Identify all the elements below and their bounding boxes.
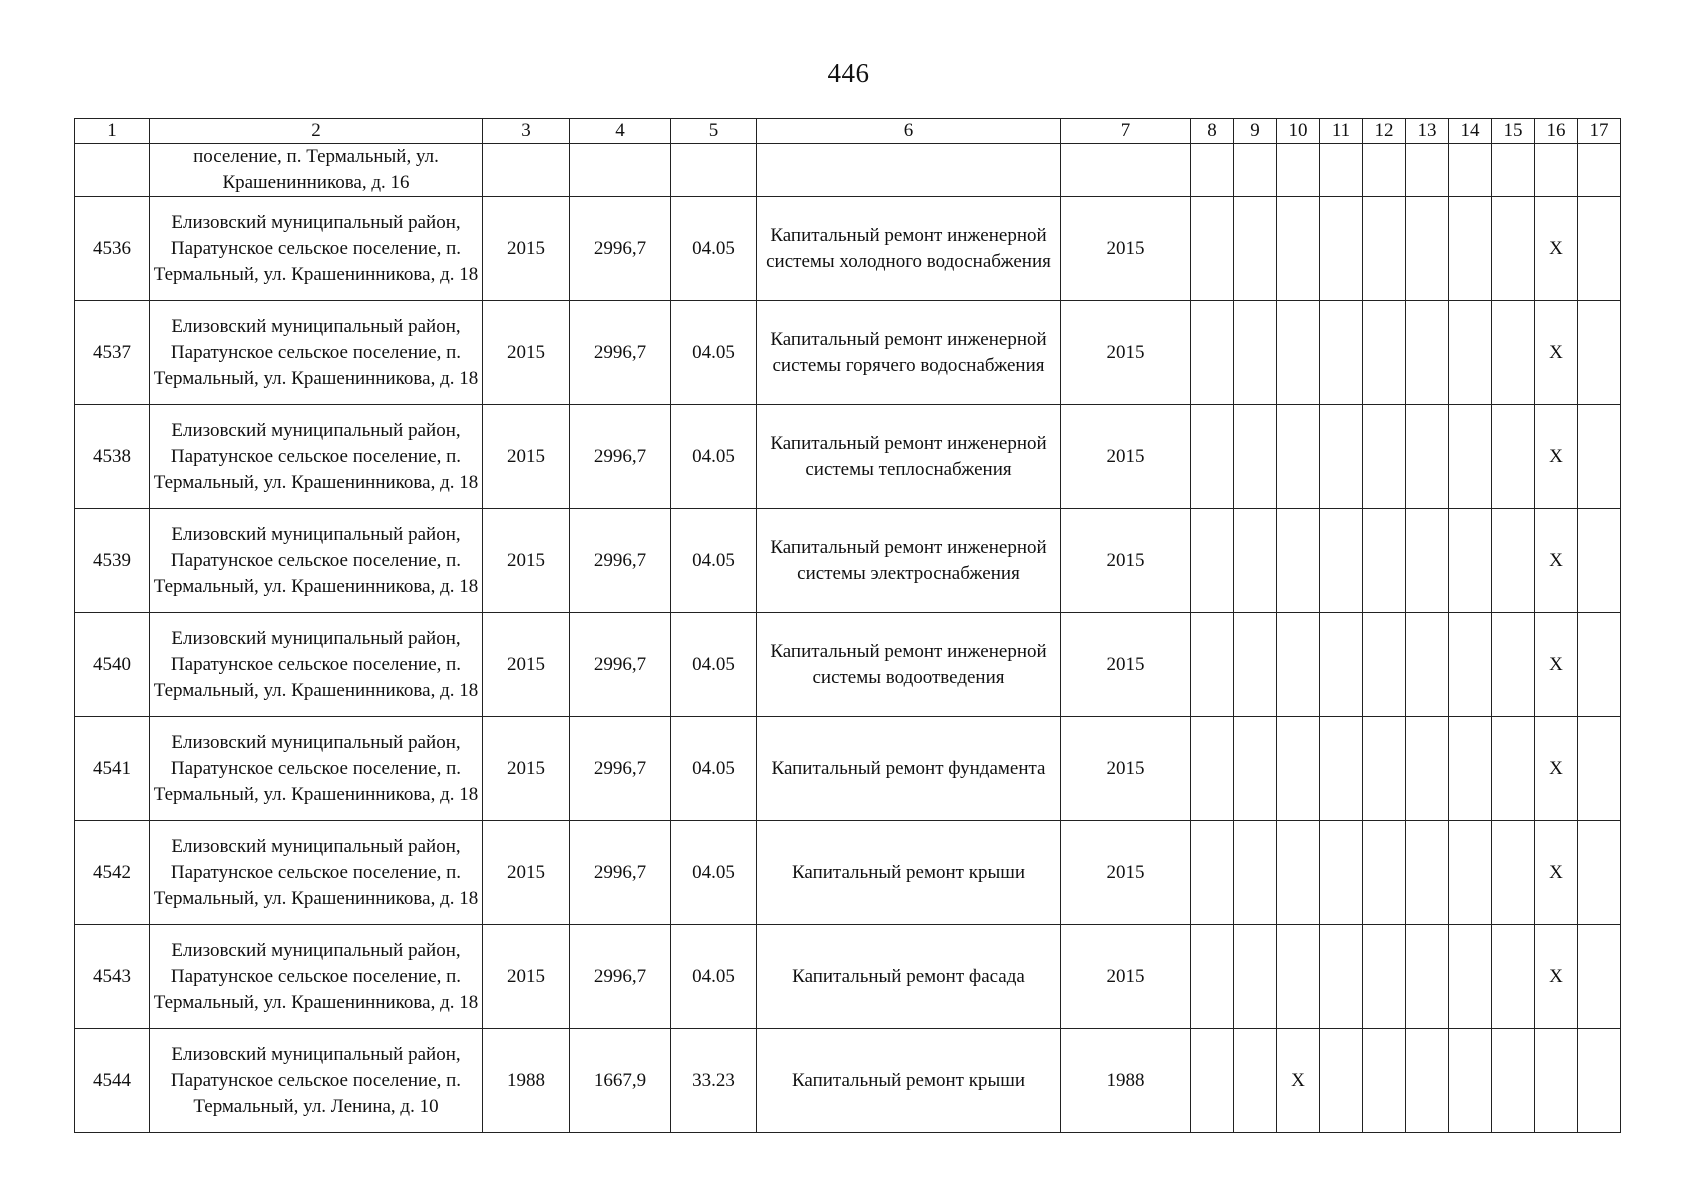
- column-header-14: 14: [1449, 119, 1492, 144]
- table-row: [75, 717, 1621, 821]
- cell-col-13: [1406, 1029, 1449, 1133]
- cell-plan-year: 2015: [1061, 821, 1191, 925]
- cell-year: 2015: [483, 717, 570, 821]
- cell-year: 2015: [483, 197, 570, 301]
- cell-address: Елизовский муниципальный район, Паратунское сельское поселение, п. Термальный, ул. Крашенинникова, д. 18: [150, 197, 483, 301]
- table-row: [75, 405, 1621, 509]
- cell-id: 4544: [75, 1029, 150, 1133]
- cell-area: [570, 144, 671, 197]
- cell-id: 4537: [75, 301, 150, 405]
- cell-col-10: [1277, 509, 1320, 613]
- cell-area: 2996,7: [570, 925, 671, 1029]
- cell-col-13: [1406, 717, 1449, 821]
- cell-address: Елизовский муниципальный район, Паратунское сельское поселение, п. Термальный, ул. Крашенинникова, д. 18: [150, 301, 483, 405]
- cell-plan-year: 2015: [1061, 197, 1191, 301]
- cell-col-12: [1363, 925, 1406, 1029]
- cell-col-14: [1449, 1029, 1492, 1133]
- cell-col-11: [1320, 405, 1363, 509]
- cell-col-16: X: [1535, 821, 1578, 925]
- cell-col-12: [1363, 821, 1406, 925]
- cell-col-14: [1449, 144, 1492, 197]
- cell-col-16: X: [1535, 613, 1578, 717]
- cell-col-13: [1406, 144, 1449, 197]
- column-header-9: 9: [1234, 119, 1277, 144]
- column-header-7: 7: [1061, 119, 1191, 144]
- cell-year: 1988: [483, 1029, 570, 1133]
- table-row: [75, 613, 1621, 717]
- cell-col-10: X: [1277, 1029, 1320, 1133]
- column-header-1: 1: [75, 119, 150, 144]
- cell-col-10: [1277, 821, 1320, 925]
- cell-id: 4543: [75, 925, 150, 1029]
- cell-col-16: X: [1535, 197, 1578, 301]
- column-header-16: 16: [1535, 119, 1578, 144]
- cell-col-8: [1191, 717, 1234, 821]
- cell-col-17: [1578, 1029, 1621, 1133]
- cell-area: 1667,9: [570, 1029, 671, 1133]
- cell-id: 4540: [75, 613, 150, 717]
- cell-col-17: [1578, 613, 1621, 717]
- cell-id: 4539: [75, 509, 150, 613]
- cell-col-10: [1277, 197, 1320, 301]
- cell-col-9: [1234, 821, 1277, 925]
- cell-year: 2015: [483, 509, 570, 613]
- cell-col-12: [1363, 509, 1406, 613]
- cell-col-11: [1320, 144, 1363, 197]
- cell-code: 04.05: [671, 509, 757, 613]
- cell-work: Капитальный ремонт инженерной системы электроснабжения: [757, 509, 1061, 613]
- cell-plan-year: 2015: [1061, 717, 1191, 821]
- column-header-10: 10: [1277, 119, 1320, 144]
- cell-col-16: X: [1535, 717, 1578, 821]
- cell-work: Капитальный ремонт крыши: [757, 821, 1061, 925]
- cell-col-13: [1406, 301, 1449, 405]
- cell-col-14: [1449, 509, 1492, 613]
- cell-col-14: [1449, 925, 1492, 1029]
- cell-col-15: [1492, 717, 1535, 821]
- cell-area: 2996,7: [570, 197, 671, 301]
- cell-address: Елизовский муниципальный район, Паратунское сельское поселение, п. Термальный, ул. Крашенинникова, д. 18: [150, 509, 483, 613]
- column-header-3: 3: [483, 119, 570, 144]
- cell-code: 04.05: [671, 405, 757, 509]
- continuation-row: [75, 144, 1621, 197]
- cell-col-9: [1234, 717, 1277, 821]
- cell-col-8: [1191, 144, 1234, 197]
- cell-col-12: [1363, 613, 1406, 717]
- cell-col-9: [1234, 925, 1277, 1029]
- page-number: 446: [827, 58, 870, 88]
- cell-col-13: [1406, 197, 1449, 301]
- cell-col-9: [1234, 144, 1277, 197]
- cell-col-8: [1191, 821, 1234, 925]
- cell-col-12: [1363, 197, 1406, 301]
- table-row: [75, 821, 1621, 925]
- cell-year: 2015: [483, 405, 570, 509]
- cell-col-10: [1277, 717, 1320, 821]
- cell-col-16: X: [1535, 405, 1578, 509]
- cell-address: Елизовский муниципальный район, Паратунское сельское поселение, п. Термальный, ул. Крашенинникова, д. 18: [150, 613, 483, 717]
- cell-col-11: [1320, 925, 1363, 1029]
- cell-code: 04.05: [671, 821, 757, 925]
- cell-year: [483, 144, 570, 197]
- cell-area: 2996,7: [570, 509, 671, 613]
- cell-col-13: [1406, 613, 1449, 717]
- cell-work: Капитальный ремонт инженерной системы теплоснабжения: [757, 405, 1061, 509]
- cell-col-15: [1492, 301, 1535, 405]
- cell-col-10: [1277, 925, 1320, 1029]
- cell-col-8: [1191, 613, 1234, 717]
- column-header-15: 15: [1492, 119, 1535, 144]
- cell-address: Елизовский муниципальный район, Паратунское сельское поселение, п. Термальный, ул. Крашенинникова, д. 18: [150, 925, 483, 1029]
- column-number-header-row: [75, 119, 1621, 144]
- cell-col-9: [1234, 613, 1277, 717]
- cell-col-8: [1191, 1029, 1234, 1133]
- cell-col-10: [1277, 144, 1320, 197]
- cell-col-11: [1320, 301, 1363, 405]
- cell-address: Елизовский муниципальный район, Паратунское сельское поселение, п. Термальный, ул. Крашенинникова, д. 18: [150, 821, 483, 925]
- cell-area: 2996,7: [570, 821, 671, 925]
- cell-code: 04.05: [671, 301, 757, 405]
- cell-col-15: [1492, 613, 1535, 717]
- cell-plan-year: 2015: [1061, 405, 1191, 509]
- cell-col-15: [1492, 821, 1535, 925]
- cell-address: Елизовский муниципальный район, Паратунское сельское поселение, п. Термальный, ул. Крашенинникова, д. 18: [150, 405, 483, 509]
- cell-work: Капитальный ремонт фундамента: [757, 717, 1061, 821]
- cell-col-12: [1363, 144, 1406, 197]
- cell-col-12: [1363, 301, 1406, 405]
- cell-col-11: [1320, 613, 1363, 717]
- cell-col-17: [1578, 197, 1621, 301]
- cell-col-14: [1449, 717, 1492, 821]
- cell-work: Капитальный ремонт инженерной системы холодного водоснабжения: [757, 197, 1061, 301]
- cell-year: 2015: [483, 925, 570, 1029]
- column-header-13: 13: [1406, 119, 1449, 144]
- cell-col-9: [1234, 509, 1277, 613]
- cell-col-17: [1578, 925, 1621, 1029]
- cell-col-12: [1363, 405, 1406, 509]
- cell-col-11: [1320, 821, 1363, 925]
- cell-work: Капитальный ремонт фасада: [757, 925, 1061, 1029]
- cell-address: Елизовский муниципальный район, Паратунское сельское поселение, п. Термальный, ул. Крашенинникова, д. 18: [150, 717, 483, 821]
- cell-id: [75, 144, 150, 197]
- cell-col-17: [1578, 717, 1621, 821]
- cell-col-8: [1191, 509, 1234, 613]
- cell-area: 2996,7: [570, 301, 671, 405]
- cell-area: 2996,7: [570, 405, 671, 509]
- cell-col-15: [1492, 197, 1535, 301]
- cell-code: 04.05: [671, 925, 757, 1029]
- cell-address: поселение, п. Термальный, ул. Крашенинникова, д. 16: [150, 144, 483, 197]
- cell-area: 2996,7: [570, 717, 671, 821]
- cell-col-15: [1492, 405, 1535, 509]
- cell-col-13: [1406, 821, 1449, 925]
- cell-col-14: [1449, 821, 1492, 925]
- cell-col-16: [1535, 144, 1578, 197]
- table-row: [75, 509, 1621, 613]
- column-header-2: 2: [150, 119, 483, 144]
- cell-col-15: [1492, 1029, 1535, 1133]
- cell-col-13: [1406, 405, 1449, 509]
- cell-year: 2015: [483, 301, 570, 405]
- column-header-11: 11: [1320, 119, 1363, 144]
- cell-col-11: [1320, 197, 1363, 301]
- cell-id: 4542: [75, 821, 150, 925]
- column-header-6: 6: [757, 119, 1061, 144]
- cell-col-8: [1191, 197, 1234, 301]
- cell-col-13: [1406, 509, 1449, 613]
- cell-address: Елизовский муниципальный район, Паратунское сельское поселение, п. Термальный, ул. Ленина, д. 10: [150, 1029, 483, 1133]
- capital-repair-table: [74, 118, 1621, 1133]
- column-header-17: 17: [1578, 119, 1621, 144]
- cell-col-14: [1449, 301, 1492, 405]
- cell-col-11: [1320, 717, 1363, 821]
- cell-col-11: [1320, 509, 1363, 613]
- cell-col-11: [1320, 1029, 1363, 1133]
- table-row: [75, 1029, 1621, 1133]
- cell-col-9: [1234, 197, 1277, 301]
- cell-col-8: [1191, 925, 1234, 1029]
- cell-col-16: X: [1535, 301, 1578, 405]
- cell-col-14: [1449, 405, 1492, 509]
- cell-col-16: X: [1535, 925, 1578, 1029]
- cell-col-13: [1406, 925, 1449, 1029]
- cell-col-9: [1234, 1029, 1277, 1133]
- cell-plan-year: 2015: [1061, 925, 1191, 1029]
- cell-work: Капитальный ремонт инженерной системы водоотведения: [757, 613, 1061, 717]
- cell-col-8: [1191, 301, 1234, 405]
- cell-plan-year: 2015: [1061, 301, 1191, 405]
- cell-code: 04.05: [671, 613, 757, 717]
- column-header-4: 4: [570, 119, 671, 144]
- cell-work: [757, 144, 1061, 197]
- cell-col-17: [1578, 301, 1621, 405]
- column-header-12: 12: [1363, 119, 1406, 144]
- column-header-8: 8: [1191, 119, 1234, 144]
- cell-col-17: [1578, 144, 1621, 197]
- cell-year: 2015: [483, 613, 570, 717]
- cell-id: 4541: [75, 717, 150, 821]
- cell-year: 2015: [483, 821, 570, 925]
- cell-col-17: [1578, 509, 1621, 613]
- cell-plan-year: 2015: [1061, 613, 1191, 717]
- cell-code: 04.05: [671, 717, 757, 821]
- cell-col-10: [1277, 613, 1320, 717]
- cell-col-17: [1578, 405, 1621, 509]
- cell-plan-year: 1988: [1061, 1029, 1191, 1133]
- cell-col-14: [1449, 197, 1492, 301]
- cell-col-10: [1277, 301, 1320, 405]
- cell-code: [671, 144, 757, 197]
- cell-id: 4538: [75, 405, 150, 509]
- cell-plan-year: [1061, 144, 1191, 197]
- table-row: [75, 301, 1621, 405]
- cell-col-9: [1234, 405, 1277, 509]
- cell-col-8: [1191, 405, 1234, 509]
- cell-col-16: [1535, 1029, 1578, 1133]
- cell-col-15: [1492, 144, 1535, 197]
- cell-area: 2996,7: [570, 613, 671, 717]
- cell-col-15: [1492, 925, 1535, 1029]
- column-header-5: 5: [671, 119, 757, 144]
- table-row: [75, 197, 1621, 301]
- cell-work: Капитальный ремонт инженерной системы горячего водоснабжения: [757, 301, 1061, 405]
- cell-col-15: [1492, 509, 1535, 613]
- cell-id: 4536: [75, 197, 150, 301]
- cell-col-12: [1363, 717, 1406, 821]
- cell-col-9: [1234, 301, 1277, 405]
- cell-plan-year: 2015: [1061, 509, 1191, 613]
- cell-col-16: X: [1535, 509, 1578, 613]
- cell-code: 33.23: [671, 1029, 757, 1133]
- cell-work: Капитальный ремонт крыши: [757, 1029, 1061, 1133]
- cell-col-17: [1578, 821, 1621, 925]
- cell-col-12: [1363, 1029, 1406, 1133]
- table-row: [75, 925, 1621, 1029]
- cell-code: 04.05: [671, 197, 757, 301]
- cell-col-10: [1277, 405, 1320, 509]
- cell-col-14: [1449, 613, 1492, 717]
